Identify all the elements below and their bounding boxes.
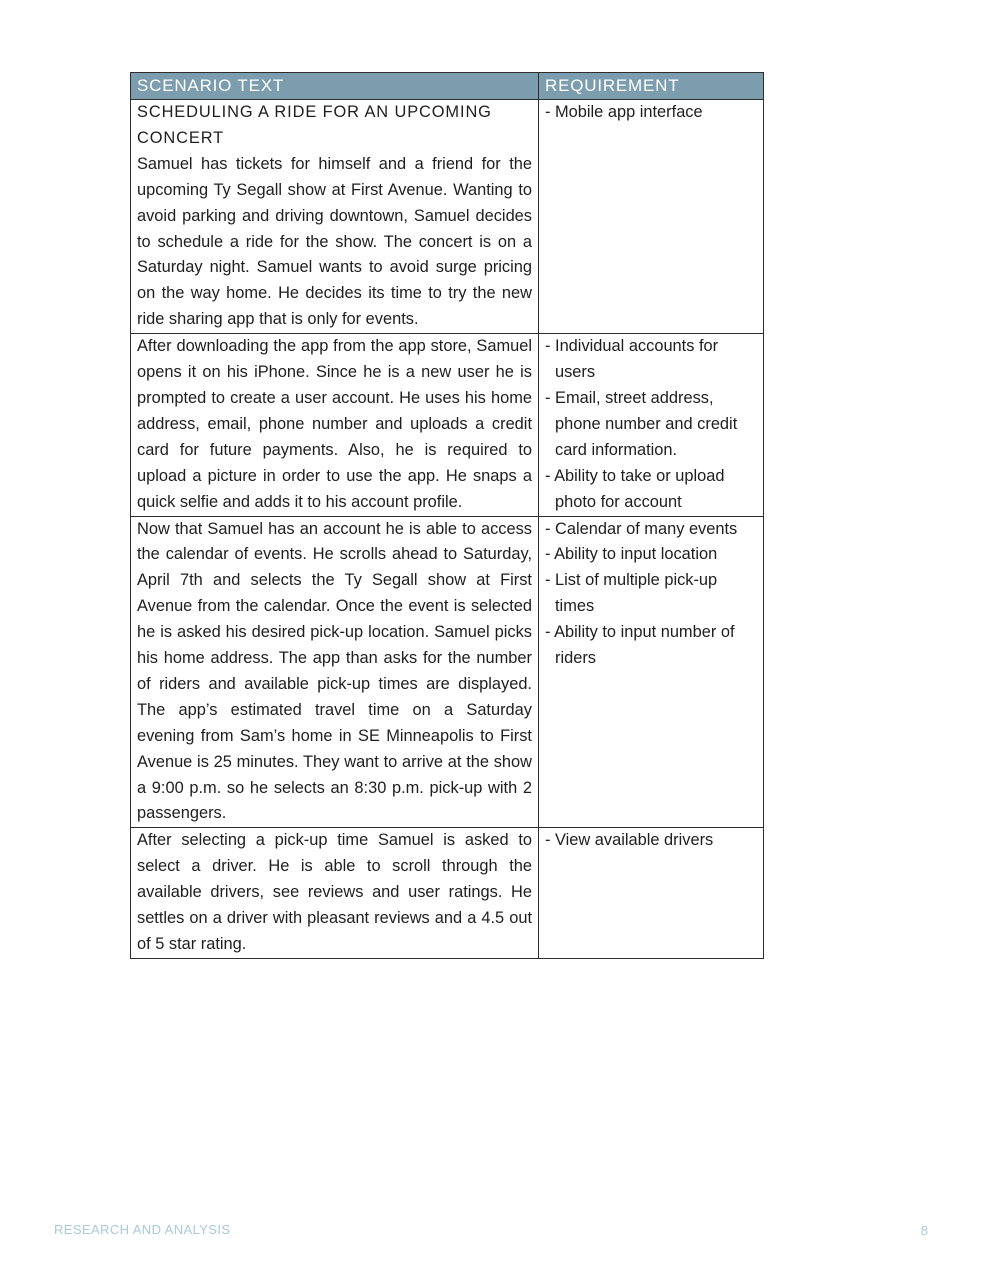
scenario-heading: SCHEDULING A RIDE FOR AN UPCOMING CONCERT (137, 103, 492, 147)
requirement-list (545, 828, 757, 854)
requirement-item: - Ability to take or upload photo for account (545, 466, 725, 511)
requirement-cell (539, 828, 764, 959)
page-number: 8 (920, 1223, 928, 1238)
requirement-cell (539, 334, 764, 516)
requirement-item: - Ability to input number of riders (545, 623, 735, 668)
requirement-cell (539, 516, 764, 828)
requirement-item: - View available drivers (545, 831, 714, 850)
requirement-item: - Calendar of many events (545, 519, 738, 538)
scenario-cell (131, 100, 539, 334)
requirement-list (545, 517, 757, 672)
scenario-requirements-table (130, 72, 764, 959)
requirement-item: - Mobile app interface (545, 103, 703, 121)
footer-section-label: RESEARCH AND ANALYSIS (54, 1222, 231, 1237)
table-row (131, 334, 764, 516)
scenario-cell (131, 516, 539, 828)
requirement-item: - Individual accounts for users (545, 337, 719, 382)
table-header-row (131, 73, 764, 100)
requirement-item: - List of multiple pick-up times (545, 571, 718, 616)
requirement-item: - Ability to input location (545, 545, 718, 564)
scenario-text: Now that Samuel has an account he is able to access the calendar of events. He scrolls ahead to Saturday, April 7th and selects the Ty Segall show at First Avenue from the calendar. Once the event is selected he is asked his desired pick-up location. Samuel picks his home address. The app than asks for the number of riders and available pick-up times are displayed. The app’s estimated travel time on a Saturday evening from Sam’s home in SE Minneapolis to First Avenue is 25 minutes. They want to arrive at the show a 9:00 p.m. so he selects an 8:30 p.m. pick-up with 2 passengers. (137, 519, 532, 823)
scenario-text: After selecting a pick-up time Samuel is asked to select a driver. He is able to scroll through the available drivers, see reviews and user ratings. He settles on a driver with pleasant reviews and a 4.5 out of 5 star rating. (137, 831, 532, 953)
table-row (131, 516, 764, 828)
table-row (131, 100, 764, 334)
scenario-text: Samuel has tickets for himself and a friend for the upcoming Ty Segall show at First Avenue. Wanting to avoid parking and driving downtown, Samuel decides to schedule a ride for the show. The concert is on a Saturday night. Samuel wants to avoid surge pricing on the way home. He decides its time to try the new ride sharing app that is only for events. (137, 154, 532, 329)
scenario-text: After downloading the app from the app store, Samuel opens it on his iPhone. Since he is a new user he is prompted to create a user account. He uses his home address, email, phone number and uploads a credit card for future payments. Also, he is required to upload a picture in order to use the app. He snaps a quick selfie and adds it to his account profile. (137, 337, 532, 511)
requirement-cell (539, 100, 764, 334)
header-requirement: REQUIREMENT (539, 73, 764, 100)
requirement-list (545, 100, 757, 126)
table-row (131, 828, 764, 959)
requirement-list (545, 334, 757, 515)
scenario-cell (131, 334, 539, 516)
requirement-item: - Email, street address, phone number and credit card information. (545, 388, 738, 459)
scenario-cell (131, 828, 539, 959)
header-scenario-text: SCENARIO TEXT (131, 73, 539, 100)
